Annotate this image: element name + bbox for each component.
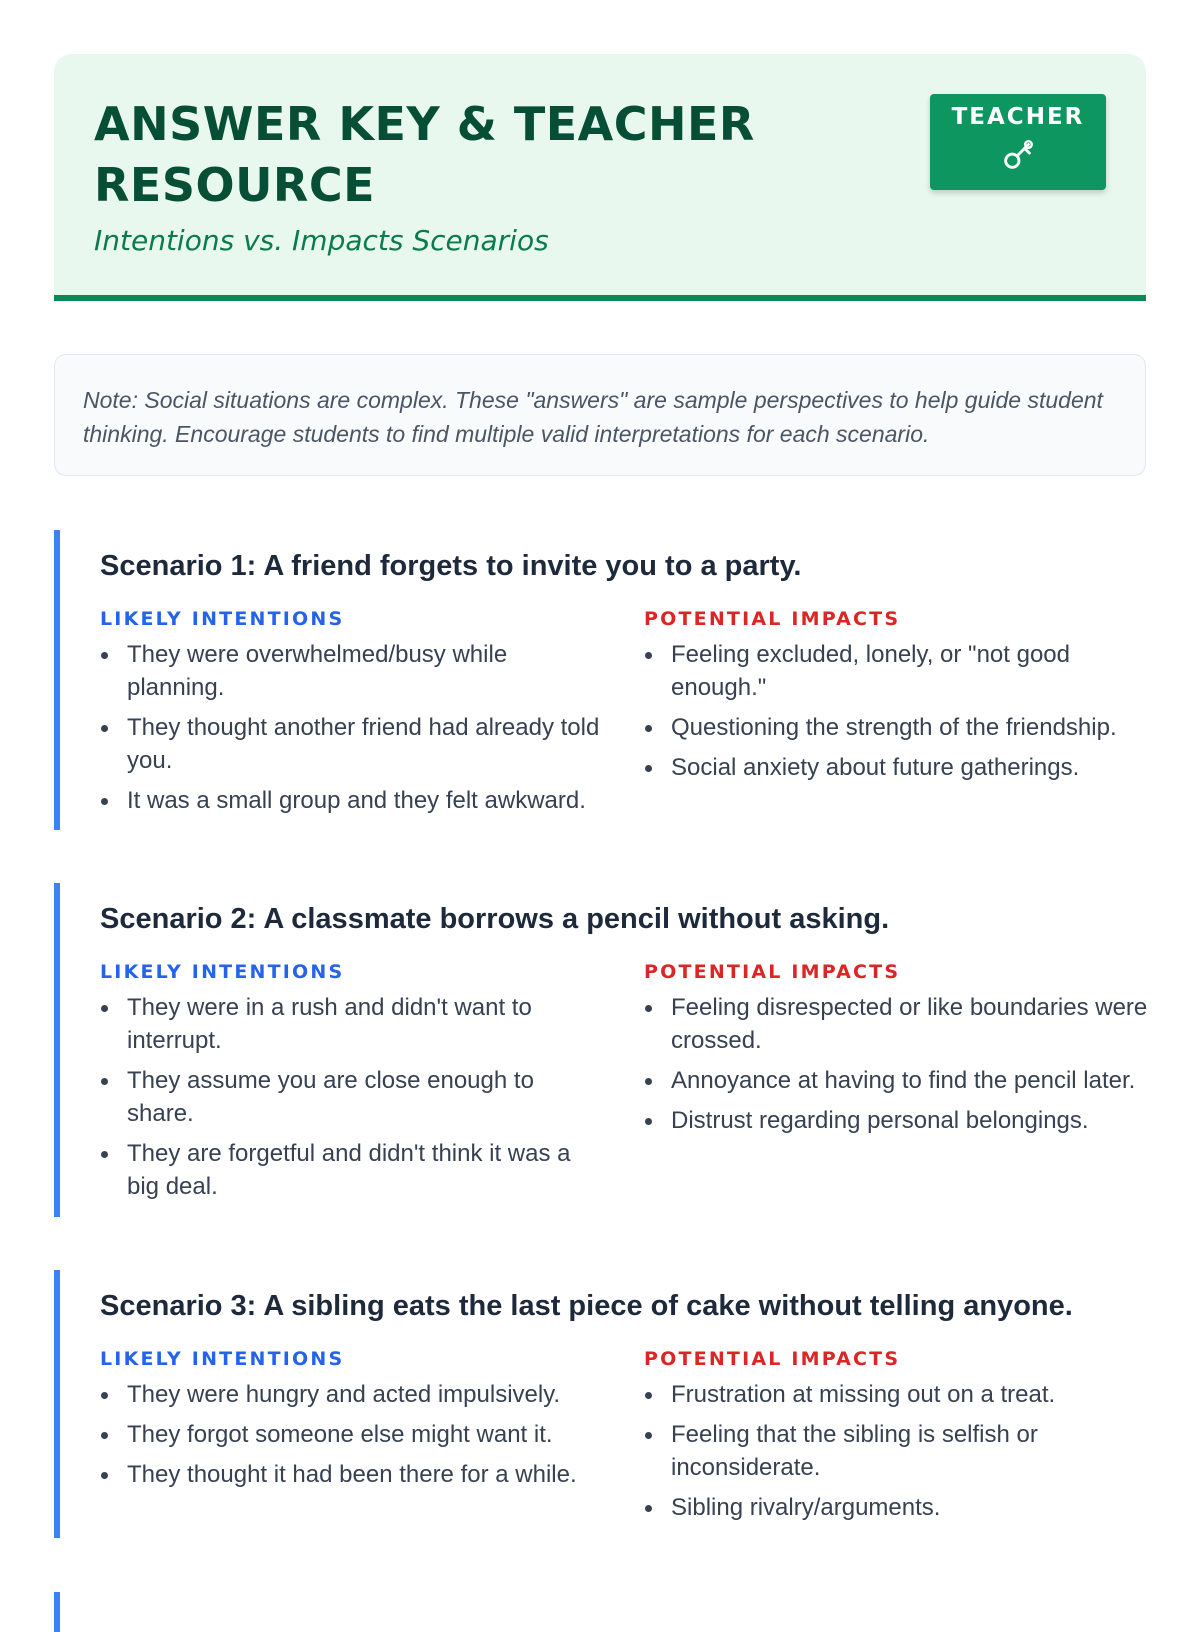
intentions-column (100, 608, 600, 824)
list-item: Sibling rivalry/arguments. (644, 1491, 1154, 1524)
intentions-list (100, 638, 600, 817)
list-item: They assume you are close enough to share. (100, 1064, 600, 1130)
impacts-heading: POTENTIAL IMPACTS (644, 1348, 901, 1370)
impacts-column (644, 961, 1154, 1144)
impacts-heading: POTENTIAL IMPACTS (644, 961, 901, 983)
key-icon (999, 136, 1037, 174)
intentions-heading: LIKELY INTENTIONS (100, 608, 345, 630)
list-item: It was a small group and they felt awkward. (100, 784, 600, 817)
impacts-list (644, 638, 1154, 784)
impacts-list (644, 1378, 1154, 1524)
page-subtitle: Intentions vs. Impacts Scenarios (94, 224, 549, 257)
list-item: Annoyance at having to find the pencil later. (644, 1064, 1154, 1097)
list-item: They were overwhelmed/busy while planning. (100, 638, 600, 704)
page-title: ANSWER KEY & TEACHER RESOURCE (94, 97, 755, 212)
scenario-card (54, 883, 1146, 1217)
scenario-card-partial (54, 1592, 1146, 1632)
teacher-note: Note: Social situations are complex. These "answers" are sample perspectives to help guide student thinking. Encourage students to find multiple valid interpretations for each scenario. (54, 354, 1146, 476)
list-item: Social anxiety about future gatherings. (644, 751, 1154, 784)
list-item: They are forgetful and didn't think it was a big deal. (100, 1137, 600, 1203)
list-item: Feeling disrespected or like boundaries were crossed. (644, 991, 1154, 1057)
list-item: They were hungry and acted impulsively. (100, 1378, 600, 1411)
badge-label: TEACHER (951, 104, 1085, 130)
list-item: Questioning the strength of the friendship. (644, 711, 1154, 744)
impacts-column (644, 1348, 1154, 1531)
intentions-column (100, 961, 600, 1210)
teacher-badge (930, 94, 1106, 190)
scenario-title: Scenario 3: A sibling eats the last piece of cake without telling anyone. (100, 1290, 1073, 1322)
scenario-card (54, 530, 1146, 830)
scenario-title: Scenario 2: A classmate borrows a pencil without asking. (100, 903, 890, 935)
list-item: Feeling that the sibling is selfish or inconsiderate. (644, 1418, 1154, 1484)
list-item: They thought it had been there for a while. (100, 1458, 600, 1491)
impacts-heading: POTENTIAL IMPACTS (644, 608, 901, 630)
intentions-list (100, 1378, 600, 1491)
list-item: They were in a rush and didn't want to interrupt. (100, 991, 600, 1057)
list-item: Frustration at missing out on a treat. (644, 1378, 1154, 1411)
impacts-column (644, 608, 1154, 791)
list-item: They forgot someone else might want it. (100, 1418, 600, 1451)
intentions-column (100, 1348, 600, 1498)
intentions-heading: LIKELY INTENTIONS (100, 1348, 345, 1370)
intentions-list (100, 991, 600, 1203)
intentions-heading: LIKELY INTENTIONS (100, 961, 345, 983)
scenario-card (54, 1270, 1146, 1538)
impacts-list (644, 991, 1154, 1137)
list-item: Distrust regarding personal belongings. (644, 1104, 1154, 1137)
scenario-title: Scenario 1: A friend forgets to invite you to a party. (100, 550, 802, 582)
list-item: Feeling excluded, lonely, or "not good enough." (644, 638, 1154, 704)
header (54, 54, 1146, 301)
list-item: They thought another friend had already told you. (100, 711, 600, 777)
